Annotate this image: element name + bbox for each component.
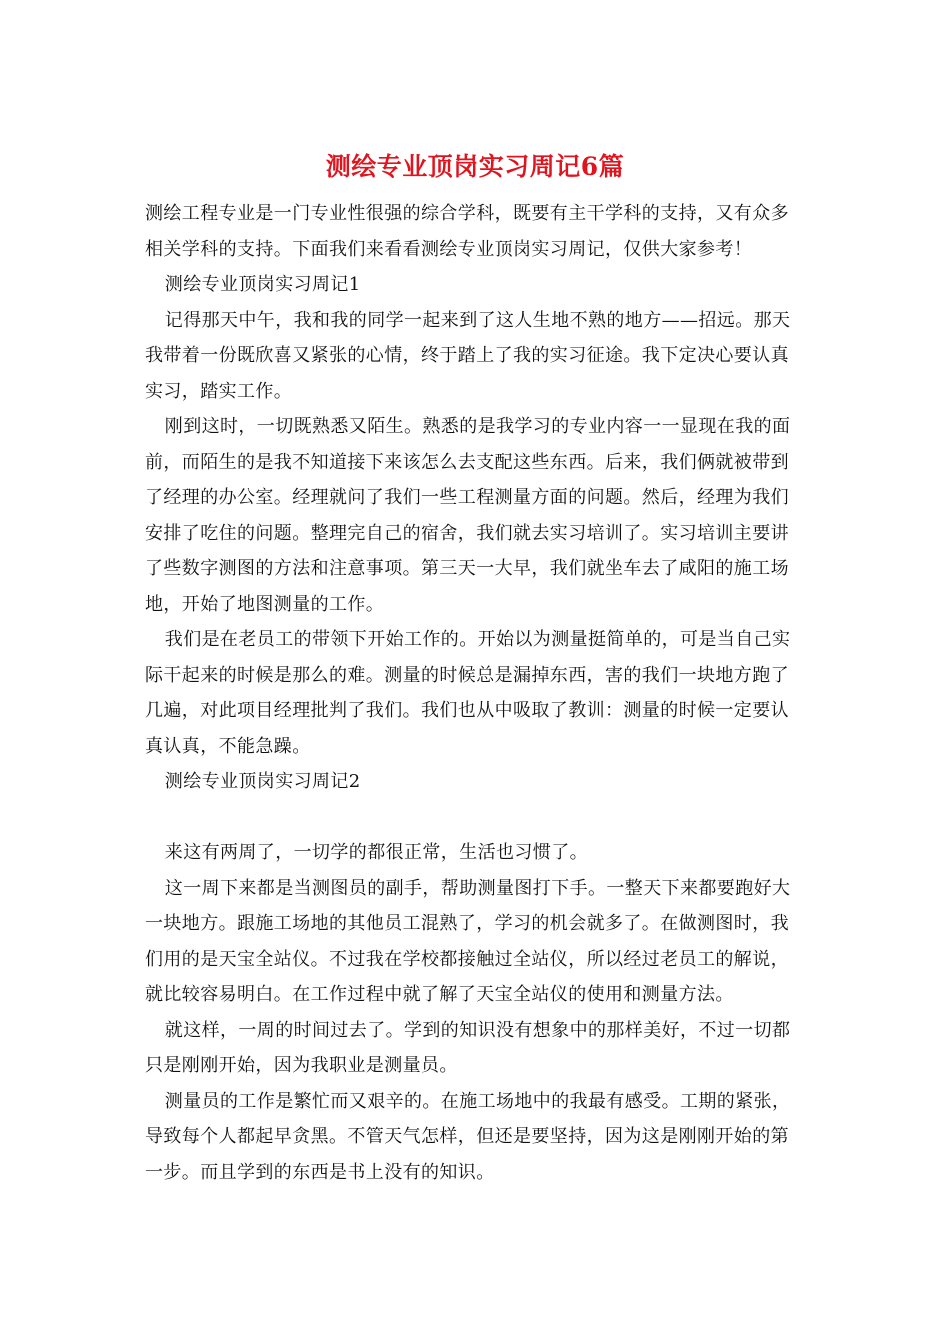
section-2-paragraph-2: 这一周下来都是当测图员的副手，帮助测量图打下手。一整天下来都要跑好大一块地方。跟施工场地的其他员工混熟了，学习的机会就多了。在做测图时，我们用的是天宝全站仪。不过我在学校都接触过全站仪，所以经过老员工的解说，就比较容易明白。在工作过程中就了解了天宝全站仪的使用和测量方法。 <box>145 877 791 1005</box>
document-body <box>145 196 805 1190</box>
blank-line <box>145 800 805 836</box>
section-heading-2: 测绘专业顶岗实习周记2 <box>164 771 361 792</box>
section-1-paragraph-1: 记得那天中午，我和我的同学一起来到了这人生地不熟的地方——招远。那天我带着一份既欣喜又紧张的心情，终于踏上了我的实习征途。我下定决心要认真实习，踏实工作。 <box>145 309 791 402</box>
section-2-paragraph-1: 来这有两周了，一切学的都很正常，生活也习惯了。 <box>164 842 588 863</box>
document-title: 测绘专业顶岗实习周记6篇 <box>325 152 625 181</box>
section-1-paragraph-3: 我们是在老员工的带领下开始工作的。开始以为测量挺简单的，可是当自己实际干起来的时候是那么的难。测量的时候总是漏掉东西，害的我们一块地方跑了几遍，对此项目经理批判了我们。我们也从中吸取了教训：测量的时候一定要认真认真，不能急躁。 <box>145 629 791 757</box>
section-heading-1: 测绘专业顶岗实习周记1 <box>164 274 361 295</box>
intro-paragraph: 测绘工程专业是一门专业性很强的综合学科，既要有主干学科的支持，又有众多相关学科的支持。下面我们来看看测绘专业顶岗实习周记，仅供大家参考！ <box>145 203 789 260</box>
section-2-paragraph-3: 就这样，一周的时间过去了。学到的知识没有想象中的那样美好，不过一切都只是刚刚开始，因为我职业是测量员。 <box>145 1019 791 1076</box>
section-2-paragraph-4: 测量员的工作是繁忙而又艰辛的。在施工场地中的我最有感受。工期的紧张，导致每个人都起早贪黑。不管天气怎样，但还是要坚持，因为这是刚刚开始的第一步。而且学到的东西是书上没有的知识。 <box>145 1090 791 1183</box>
section-1-paragraph-2: 刚到这时，一切既熟悉又陌生。熟悉的是我学习的专业内容一一显现在我的面前，而陌生的是我不知道接下来该怎么去支配这些东西。后来，我们俩就被带到了经理的办公室。经理就问了我们一些工程测量方面的问题。然后，经理为我们安排了吃住的问题。整理完自己的宿舍，我们就去实习培训了。实习培训主要讲了些数字测图的方法和注意事项。第三天一大早，我们就坐车去了咸阳的施工场地，开始了地图测量的工作。 <box>145 416 791 615</box>
